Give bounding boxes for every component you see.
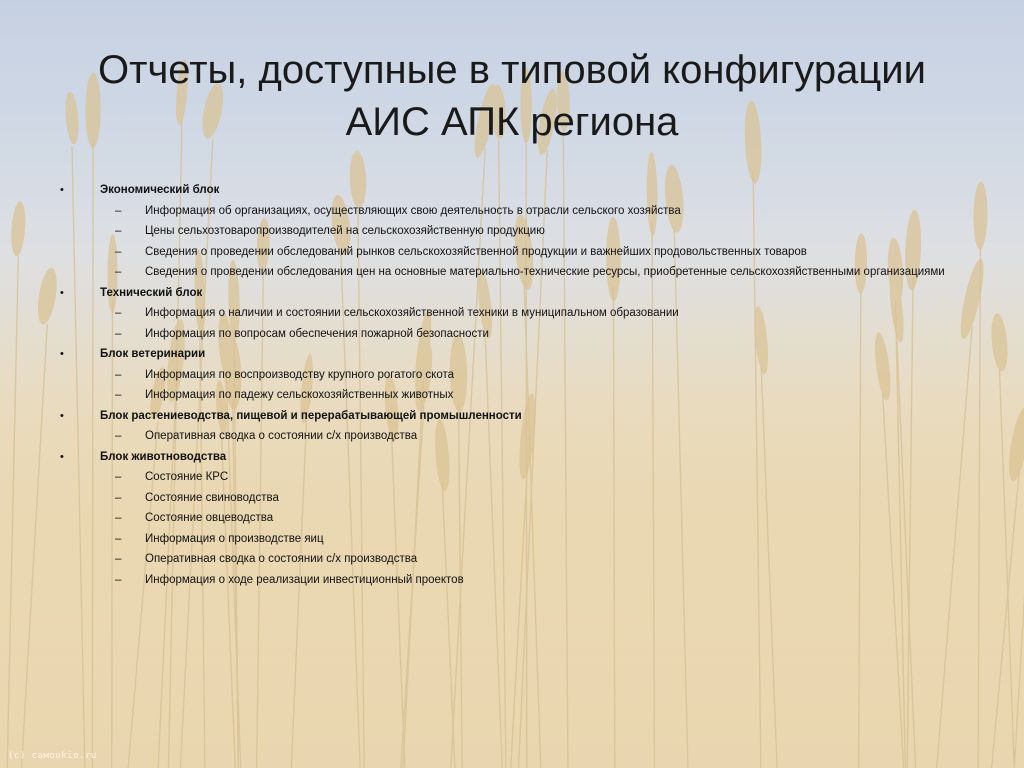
report-list bbox=[60, 183, 980, 593]
dash-icon: – bbox=[115, 204, 122, 217]
list-item-text: Состояние овцеводства bbox=[145, 512, 274, 524]
section-title: Экономический блок bbox=[100, 184, 220, 196]
section-economic bbox=[60, 183, 980, 280]
list-item bbox=[100, 532, 980, 547]
list-item bbox=[100, 429, 980, 444]
list-item-text: Состояние свиноводства bbox=[145, 491, 279, 504]
section-livestock bbox=[60, 450, 980, 588]
list-item bbox=[100, 204, 980, 219]
list-item-text: Сведения о проведении обследований рынков сельскохозяйственной продукции и важнейших продовольственных товаров bbox=[145, 245, 807, 258]
slide-title-line-1: Отчеты, доступные в типовой конфигурации bbox=[98, 48, 926, 92]
dash-icon: – bbox=[115, 573, 122, 586]
dash-icon: – bbox=[115, 491, 122, 504]
dash-icon: – bbox=[115, 471, 122, 483]
dash-icon: – bbox=[115, 553, 122, 565]
list-item bbox=[100, 573, 980, 588]
list-item-text: Оперативная сводка о состоянии с/х производства bbox=[145, 553, 418, 565]
list-item-text: Информация по падежу сельскохозяйственных животных bbox=[145, 389, 454, 401]
section-items bbox=[100, 306, 980, 342]
slide-title bbox=[40, 44, 984, 148]
list-item bbox=[100, 511, 980, 526]
dash-icon: – bbox=[115, 266, 122, 278]
bullet-icon: • bbox=[60, 286, 64, 299]
section-veterinary bbox=[60, 347, 980, 403]
section-items bbox=[100, 429, 980, 444]
watermark: (c) самоokio.ru bbox=[8, 751, 97, 761]
section-items bbox=[100, 204, 980, 281]
section-items bbox=[100, 368, 980, 404]
list-item bbox=[100, 388, 980, 403]
slide-title-line-2: АИС АПК региона bbox=[345, 100, 679, 144]
list-item bbox=[100, 552, 980, 567]
section-title: Технический блок bbox=[100, 286, 203, 299]
section-crop-production bbox=[60, 409, 980, 445]
list-item-text: Цены сельхозтоваропроизводителей на сельскохозяйственную продукцию bbox=[145, 225, 545, 237]
section-title: Блок ветеринарии bbox=[100, 348, 206, 360]
list-item bbox=[100, 224, 980, 239]
list-item bbox=[100, 306, 980, 321]
list-item-text: Состояние КРС bbox=[145, 471, 229, 483]
dash-icon: – bbox=[115, 307, 122, 319]
dash-icon: – bbox=[115, 225, 122, 237]
list-item bbox=[100, 327, 980, 342]
list-item-text: Информация о производстве яиц bbox=[145, 532, 324, 545]
section-title: Блок растениеводства, пищевой и перерабатывающей промышленности bbox=[100, 409, 522, 422]
list-item-text: Информация по вопросам обеспечения пожарной безопасности bbox=[145, 327, 489, 340]
list-item-text: Информация об организациях, осуществляющих свою деятельность в отрасли сельского хозяйства bbox=[145, 204, 681, 217]
list-item-text: Информация о ходе реализации инвестиционный проектов bbox=[145, 573, 464, 586]
list-item bbox=[100, 368, 980, 383]
section-technical bbox=[60, 286, 980, 342]
bullet-icon: • bbox=[60, 450, 64, 463]
bullet-icon: • bbox=[60, 409, 64, 422]
dash-icon: – bbox=[115, 245, 122, 258]
dash-icon: – bbox=[115, 368, 122, 381]
list-item bbox=[100, 470, 980, 485]
dash-icon: – bbox=[115, 512, 122, 524]
section-items bbox=[100, 470, 980, 588]
dash-icon: – bbox=[115, 327, 122, 340]
dash-icon: – bbox=[115, 532, 122, 545]
bullet-icon: • bbox=[60, 348, 64, 360]
list-item-text: Оперативная сводка о состоянии с/х производства bbox=[145, 430, 418, 442]
dash-icon: – bbox=[115, 389, 122, 401]
bullet-icon: • bbox=[60, 184, 64, 196]
list-item-text: Информация по воспроизводству крупного рогатого скота bbox=[145, 368, 455, 381]
section-title: Блок животноводства bbox=[100, 450, 227, 463]
list-item bbox=[100, 491, 980, 506]
list-item bbox=[100, 245, 980, 260]
list-item-text: Информация о наличии и состоянии сельскохозяйственной техники в муниципальном образовании bbox=[145, 307, 679, 319]
list-item bbox=[100, 265, 980, 280]
dash-icon: – bbox=[115, 430, 122, 442]
list-item-text: Сведения о проведении обследования цен на основные материально-технические ресурсы, приобретенные сельскохозяйственными организациями bbox=[145, 266, 945, 278]
